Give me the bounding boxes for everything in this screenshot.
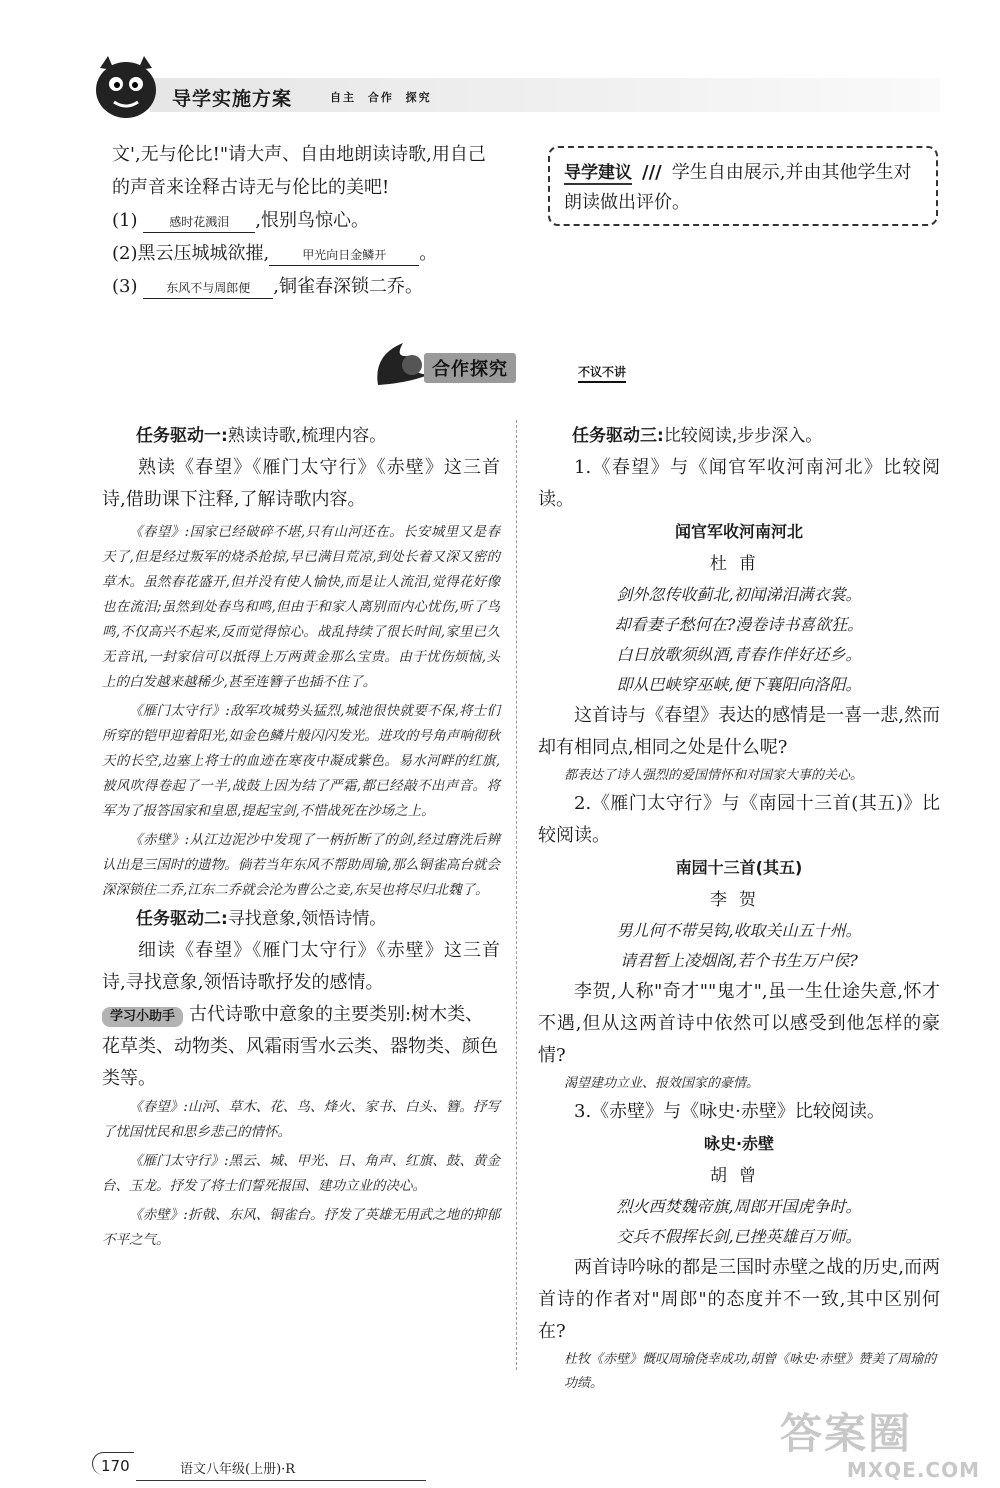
translation-chunwang: 《春望》:国家已经破碎不堪,只有山河还在。长安城里又是春天了,但是经过叛军的烧杀抢掠,早已满目荒凉,到处长着又深又密的草木。虽然春花盛开,但并没有使人愉快,而是让人流泪,觉得花好像也在流泪;虽然到处春鸟和鸣,但由于和家人离别而内心忧伤,听了鸟鸣,不仅高兴不起来,反而觉得惊心。战乱持续了很长时间,家里已久无音讯,一封家信可以抵得上万两黄金那么宝贵。由于忧伤烦恼,头上的白发越来越稀少,甚至连簪子也插不住了。 (102, 524, 500, 690)
intro-line-1: 文',无与伦比!"请大声、自由地朗读诗歌,用自己 (112, 144, 486, 165)
fill-item-3 (112, 270, 512, 303)
suggestion-text: 学生自由展示,并由其他学生对朗读做出评价。 (564, 162, 912, 213)
banner-tag: 不议不讲 (578, 363, 626, 383)
question-1-text: 这首诗与《春望》表达的感情是一喜一悲,然而却有相同点,相同之处是什么呢? (538, 705, 940, 758)
poem-line: 白日放歌须纵酒,青春作伴好还乡。 (616, 645, 862, 664)
page-footer (92, 1452, 392, 1484)
fill-blank[interactable]: 感时花溅泪 (143, 212, 255, 233)
translation-yanmen: 《雁门太守行》:敌军攻城势头猛烈,城池很快就要不保,将士们所穿的铠甲迎着阳光,如金色鳞片般闪闪发光。进攻的号角声响彻秋天的长空,边塞上将士的血迹在寒夜中凝成紫色。易水河畔的红旗,被风吹得卷起了一半,战鼓上因为结了严霜,都已经敲不出声音。将军为了报答国家和皇恩,提起宝剑,不惜战死在沙场之上。 (102, 703, 500, 819)
poem-line: 即从巴峡穿巫峡,便下襄阳向洛阳。 (616, 675, 862, 694)
page-number: 170 (92, 1452, 134, 1475)
answer-yanmen: 《雁门太守行》:黑云、城、甲光、日、角声、红旗、鼓、黄金台、玉龙。抒发了将士们誓死报国、建功立业的决心。 (102, 1153, 500, 1194)
watermark-url: MXQE.COM (846, 1458, 980, 1482)
poem-line: 请君暂上凌烟阁,若个书生万户侯? (620, 951, 858, 970)
poem-1-title: 闻官军收河南河北 (674, 522, 803, 541)
task-1-label: 任务驱动一: (136, 426, 228, 446)
poem-line: 交兵不假挥长剑,已挫英雄百万师。 (616, 1227, 862, 1246)
study-helper-tag: 学习小助手 (102, 1007, 183, 1027)
fill-item-2 (112, 237, 512, 270)
poem-3-title: 咏史·赤壁 (703, 1134, 775, 1153)
footer-book-title: 语文八年级(上册)·R (180, 1462, 296, 1477)
task-1-paragraph: 熟读《春望》《雁门太守行》《赤壁》这三首诗,借助课下注释,了解诗歌内容。 (102, 457, 500, 510)
poem-line: 烈火西焚魏帝旗,周郎开国虎争时。 (616, 1197, 862, 1216)
translation-chibi: 《赤壁》:从江边泥沙中发现了一柄折断了的剑,经过磨洗后辨认出是三国时的遗物。倘若当年东风不帮助周瑜,那么铜雀高台就会深深锁住二乔,江东二乔就会沦为曹公之妾,东吴也将尽归北魏了。 (102, 832, 500, 898)
question-1: 1.《春望》与《闻官军收河南河北》比较阅读。 (538, 457, 940, 510)
fill-suffix: 。 (419, 243, 438, 264)
watermark-logo: 答案圈 (780, 1409, 913, 1458)
task-2 (102, 903, 500, 935)
slash-icon: /// (642, 162, 662, 183)
column-divider (516, 420, 517, 1370)
task-3-label: 任务驱动三: (572, 426, 664, 446)
poem-line: 却看妻子愁何在?漫卷诗书喜欲狂。 (614, 615, 864, 634)
intro-line-2: 的声音来诠释古诗无与伦比的美吧! (112, 177, 390, 198)
fill-prefix: (3) (112, 276, 138, 297)
poem-3-author: 胡曾 (710, 1166, 768, 1186)
fill-item-1 (112, 204, 512, 237)
banner-title: 合作探究 (424, 353, 516, 383)
question-3: 3.《赤壁》与《咏史·赤壁》比较阅读。 (574, 1101, 885, 1122)
answer-chibi: 《赤壁》:折戟、东风、铜雀台。抒发了英雄无用武之地的抑郁不平之气。 (102, 1207, 500, 1248)
header-subtitle: 自主 合作 探究 (330, 91, 432, 104)
footer-rule (136, 1480, 426, 1481)
poem-line: 男儿何不带吴钩,收取关山五十州。 (616, 921, 862, 940)
poem-line: 剑外忽传收蓟北,初闻涕泪满衣裳。 (616, 585, 862, 604)
question-2-answer: 渴望建功立业、报效国家的豪情。 (564, 1076, 760, 1091)
suggestion-box (548, 146, 938, 226)
header-title: 导学实施方案 (172, 88, 293, 110)
task-3-text: 比较阅读,步步深入。 (663, 426, 823, 446)
section-banner (368, 335, 668, 395)
task-2-text: 寻找意象,领悟诗情。 (227, 909, 387, 929)
fill-prefix: (2)黑云压城城欲摧, (112, 243, 270, 264)
study-helper (102, 999, 500, 1095)
question-3-text: 两首诗吟咏的都是三国时赤壁之战的历史,而两首诗的作者对"周郎"的态度并不一致,其中区别何在? (538, 1257, 940, 1342)
poem-2-author: 李贺 (710, 890, 768, 910)
mascot-icon (86, 46, 166, 126)
answer-chunwang: 《春望》:山河、草木、花、鸟、烽火、家书、白头、簪。抒写了忧国忧民和思乡悲己的情怀。 (102, 1099, 500, 1140)
question-2: 2.《雁门太守行》与《南园十三首(其五)》比较阅读。 (538, 793, 940, 846)
question-2-text: 李贺,人称"奇才""鬼才",虽一生仕途失意,怀才不遇,但从这两首诗中依然可以感受到他怎样的豪情? (538, 981, 940, 1066)
left-column (102, 420, 500, 1253)
study-helper-text: 古代诗歌中意象的主要类别:树木类、花草类、动物类、风霜雨雪水云类、器物类、颜色类等。 (102, 1004, 498, 1089)
fill-suffix: ,铜雀春深锁二乔。 (273, 276, 423, 297)
poem-1-author: 杜甫 (710, 554, 768, 574)
question-3-answer: 杜牧《赤壁》慨叹周瑜侥幸成功,胡曾《咏史·赤壁》赞美了周瑜的功绩。 (564, 1352, 937, 1391)
poem-2-title: 南园十三首(其五) (675, 858, 803, 877)
question-1-answer: 都表达了诗人强烈的爱国情怀和对国家大事的关心。 (564, 768, 864, 783)
fill-prefix: (1) (112, 210, 138, 231)
task-3 (538, 420, 940, 452)
page-header (0, 0, 1000, 125)
intro-block (112, 138, 512, 303)
fill-suffix: ,恨别鸟惊心。 (255, 210, 369, 231)
task-1 (102, 420, 500, 452)
fill-blank[interactable]: 甲光向日金鳞开 (269, 245, 419, 266)
fill-blank[interactable]: 东风不与周郎便 (143, 278, 273, 299)
task-1-text: 熟读诗歌,梳理内容。 (227, 426, 387, 446)
watermark (780, 1410, 980, 1482)
task-2-paragraph: 细读《春望》《雁门太守行》《赤壁》这三首诗,寻找意象,领悟诗歌抒发的感情。 (102, 940, 500, 993)
right-column (538, 420, 940, 1396)
suggestion-label: 导学建议 (564, 163, 632, 183)
task-2-label: 任务驱动二: (136, 909, 228, 929)
